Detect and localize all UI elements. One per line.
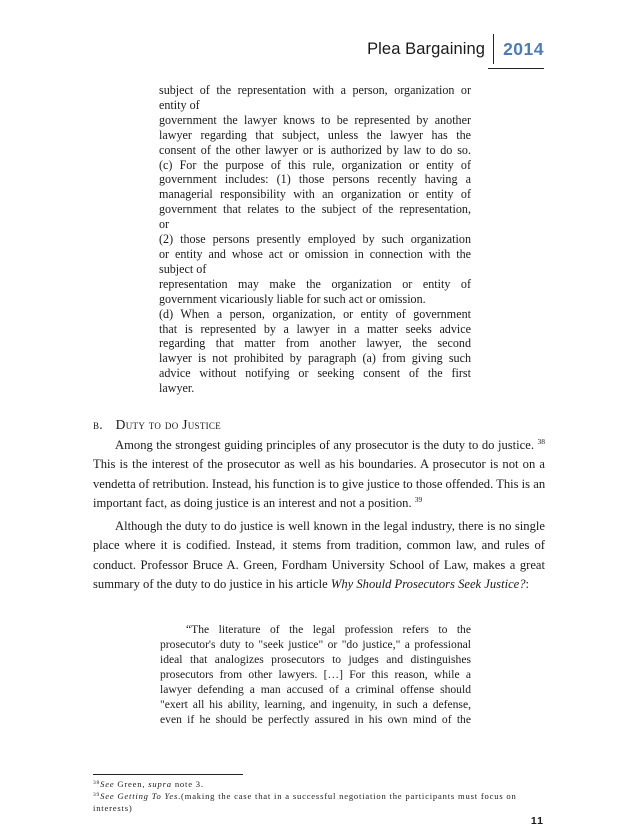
section-heading (93, 417, 221, 433)
quote-line: “The literature of the legal profession refers to the (186, 623, 471, 636)
header-year: 2014 (503, 39, 544, 59)
paragraph-line: important fact, as doing justice is an interest and not a position. $^{39}$ (93, 495, 423, 511)
section-label: b. (93, 417, 103, 432)
block-quote-green (160, 622, 471, 727)
quote-line: government that relates to the subject of the representation, (159, 202, 471, 217)
paragraph-line: Among the strongest guiding principles of any prosecutor is the duty to do justice. $^{38}$ (115, 437, 545, 452)
quote-line: government includes: (1) those persons recently having a (159, 172, 471, 187)
quote-line: managerial responsibility with an organization or entity of (159, 187, 471, 202)
page-number: 11 (530, 815, 544, 827)
footnote-39-continuation: interests) (93, 803, 133, 813)
paragraph-codification (93, 517, 545, 595)
quote-line: prosecutors from other lawyers. […] For this reason, while a (160, 668, 471, 681)
footnote-ref[interactable]: 39 (414, 495, 423, 505)
quote-line: entity of (159, 97, 200, 112)
running-header (367, 34, 544, 64)
quote-line: advice without notifying or seeking consent of the first (159, 366, 471, 381)
paragraph-line: conduct. Professor Bruce A. Green, Fordham University School of Law, makes a great (93, 557, 545, 572)
quote-line: government vicariously liable for such act or omission. (159, 291, 426, 306)
paragraph-line: vendetta of retribution. Instead, his function is to give justice to those offended. This is an (93, 476, 546, 491)
paragraph-line: place where it is codified. Instead, it stems from tradition, common law, and rules of (93, 538, 545, 553)
quote-line: subject of (159, 261, 207, 276)
quote-line: (d) When a person, organization, or entity of government (159, 306, 471, 321)
quote-line: lawyer is not prohibited by paragraph (a) from giving such (159, 351, 471, 366)
section-title: Duty to do Justice (115, 417, 222, 432)
quote-line: ideal that analogizes prosecutors to judges and distinguishes (160, 653, 471, 666)
quote-line: or entity and whose act or omission in connection with the (159, 246, 471, 261)
quote-line: "exert all his ability, learning, and ingenuity, in such a defense, (160, 698, 471, 711)
paragraph-line: Although the duty to do justice is well known in the legal industry, there is no single (115, 519, 545, 533)
quote-line: or (159, 217, 170, 232)
quote-line: subject of the representation with a person, organization or (159, 83, 471, 97)
quote-line: government the lawyer knows to be represented by another (159, 112, 471, 127)
footnote-39: $^{39}$See Getting To Yes.(making the case that in a successful negotiation the participants must focus on (93, 791, 517, 801)
quote-line: lawyer regarding that subject, unless the lawyer has the (159, 127, 471, 142)
quote-line: even if he should be perfectly assured in his own mind of the (160, 713, 471, 726)
paragraph-duty-to-do-justice (93, 436, 545, 514)
quote-line: consent of the other lawyer or is authorized by law to do so. (159, 142, 471, 157)
paragraph-line: summary of the duty to do justice in his article Why Should Prosecutors Seek Justice?: (93, 577, 530, 592)
block-quote-rule (159, 83, 471, 396)
paragraph-line: This is the interest of the prosecutor as well as his boundaries. A prosecutor is not on a (93, 457, 545, 472)
footnote-separator (93, 774, 243, 775)
header-rule (488, 68, 544, 69)
quote-line: regarding that matter from another lawyer, the second (159, 336, 471, 351)
quote-line: representation may make the organization or entity of (159, 276, 471, 291)
quote-line: (2) those persons presently employed by such organization (159, 232, 471, 247)
quote-line: that is represented by a lawyer in a matter seeks advice (159, 321, 471, 336)
quote-line: (c) For the purpose of this rule, organization or entity of (159, 157, 471, 172)
quote-line: lawyer. (159, 381, 195, 396)
article-title: Why Should Prosecutors Seek Justice? (330, 577, 526, 592)
quote-line: prosecutor's duty to "seek justice" or "do justice," a professional (160, 638, 471, 651)
footnote-38: $^{38}$See Green, supra note 3. (93, 779, 204, 789)
quote-line: lawyer defending a man accused of a criminal offense should (160, 683, 471, 696)
footnotes (93, 778, 545, 814)
header-title: Plea Bargaining (367, 40, 486, 58)
footnote-ref[interactable]: 38 (537, 437, 545, 446)
